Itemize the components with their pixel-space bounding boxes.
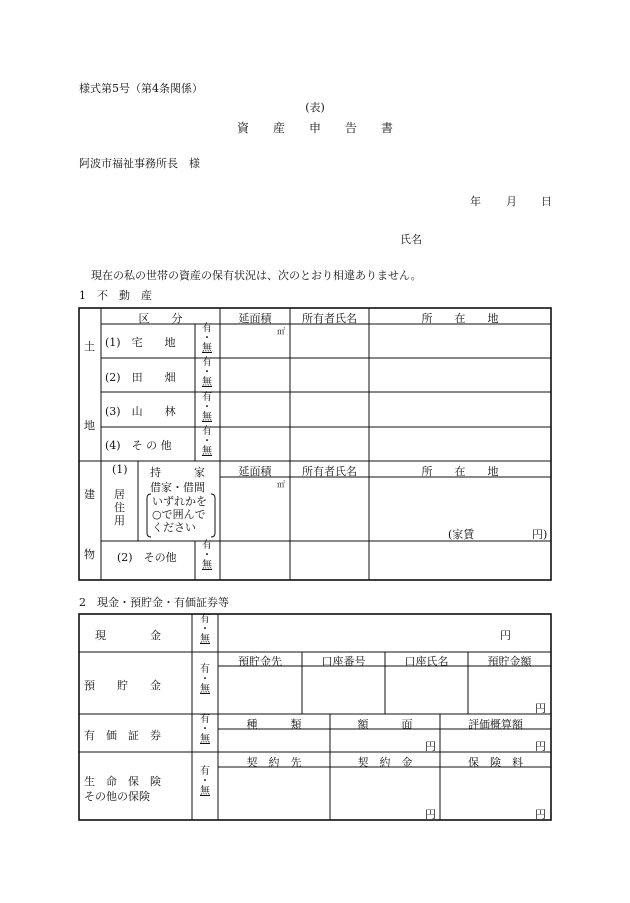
separator-dot: ・ <box>200 674 210 685</box>
face-value-yen-unit: 円 <box>425 740 436 753</box>
insurance-col-insurer: 契 約 先 <box>246 756 302 769</box>
col-header-floor-area: 延面積 <box>238 312 272 325</box>
life-insurance-label: 生 命 保 険 <box>84 775 161 788</box>
securities-label: 有 価 証 券 <box>84 729 161 742</box>
yes-label: 有 <box>202 392 212 403</box>
savings-col-bank: 預貯金先 <box>238 655 282 668</box>
separator-dot: ・ <box>202 333 212 344</box>
sqm-unit: ㎡ <box>277 480 285 489</box>
col-header-location: 所 在 地 <box>421 465 499 478</box>
declaration-statement: 現在の私の世帯の資産の保有状況は、次のとおり相違ありません。 <box>91 269 422 282</box>
savings-col-amount: 預貯金額 <box>487 655 532 668</box>
land-row-farmland: (2) 田 畑 <box>105 371 176 384</box>
no-label: 無 <box>202 560 212 571</box>
col-header-owner-name: 所有者氏名 <box>302 312 357 325</box>
separator-dot: ・ <box>202 367 212 378</box>
yes-no-choice[interactable] <box>197 393 217 423</box>
owned-house-option[interactable]: 持 家 <box>150 466 205 479</box>
yes-no-choice[interactable] <box>197 324 217 354</box>
insurance-col-contract-amount: 契 約 金 <box>357 756 413 769</box>
residence-vertical-label <box>114 488 125 527</box>
circle-choice-note <box>152 495 207 534</box>
yes-label: 有 <box>200 714 210 725</box>
section1-title: 1 不 動 産 <box>79 289 152 302</box>
no-label: 無 <box>200 684 210 695</box>
yes-no-choice[interactable] <box>195 715 215 745</box>
yes-no-choice[interactable] <box>195 665 215 695</box>
separator-dot: ・ <box>200 724 210 735</box>
land-label-char-2: 地 <box>84 419 95 432</box>
rented-house-option[interactable]: 借家・借間 <box>150 481 205 494</box>
date-month-label: 月 <box>506 195 517 208</box>
land-row-residential: (1) 宅 地 <box>105 336 176 349</box>
col-header-floor-area: 延面積 <box>238 465 272 478</box>
separator-dot: ・ <box>202 402 212 413</box>
separator-dot: ・ <box>200 776 210 787</box>
form-number: 様式第5号（第4条関係） <box>79 82 203 95</box>
securities-col-estimated-value: 評価概算額 <box>468 718 523 731</box>
date-year-label: 年 <box>470 195 481 208</box>
yes-label: 有 <box>200 766 210 777</box>
applicant-name-label: 氏名 <box>400 233 422 246</box>
addressee: 阿波市福祉事務所長 様 <box>79 157 200 170</box>
building-row-other: (2) その他 <box>117 551 177 564</box>
yes-label: 有 <box>202 426 212 437</box>
land-label-char-1: 土 <box>84 340 95 353</box>
savings-col-account-name: 口座氏名 <box>404 655 449 668</box>
premium-yen-unit: 円 <box>535 808 546 821</box>
separator-dot: ・ <box>202 436 212 447</box>
cash-label: 現 金 <box>95 629 161 642</box>
note-line: ください <box>152 521 196 534</box>
separator-dot: ・ <box>200 624 210 635</box>
building-label-char-2: 物 <box>84 548 95 561</box>
section2-title: 2 現金・預貯金・有価証券等 <box>79 596 229 609</box>
land-row-other: (4) そ の 他 <box>105 439 172 452</box>
no-label: 無 <box>200 734 210 745</box>
residence-char: 居 <box>114 488 125 501</box>
note-line: いずれかを <box>152 495 207 508</box>
cash-yen-unit: 円 <box>500 629 511 642</box>
yes-label: 有 <box>202 540 212 551</box>
yes-no-choice[interactable] <box>197 541 217 571</box>
residence-number: (1) <box>112 463 128 476</box>
sqm-unit: ㎡ <box>277 327 285 336</box>
document-title: 資 産 申 告 書 <box>236 121 393 135</box>
no-label: 無 <box>202 343 212 354</box>
building-label-char-1: 建 <box>84 488 95 501</box>
savings-label: 預 貯 金 <box>84 679 161 692</box>
front-side-label: (表) <box>305 101 325 114</box>
no-label: 無 <box>202 412 212 423</box>
separator-dot: ・ <box>202 550 212 561</box>
yes-label: 有 <box>200 614 210 625</box>
savings-col-account-number: 口座番号 <box>321 655 366 668</box>
no-label: 無 <box>202 446 212 457</box>
yes-no-choice[interactable] <box>197 358 217 388</box>
securities-col-face-value: 額 面 <box>357 718 413 731</box>
securities-col-type: 種 類 <box>246 718 302 731</box>
residence-char: 住 <box>114 501 125 514</box>
rent-label: (家賃 <box>448 528 475 541</box>
contract-amount-yen-unit: 円 <box>425 808 436 821</box>
col-header-location: 所 在 地 <box>421 312 499 325</box>
yes-label: 有 <box>200 664 210 675</box>
insurance-col-premium: 保 険 料 <box>468 756 523 769</box>
yes-no-choice[interactable] <box>195 615 215 645</box>
savings-yen-unit: 円 <box>535 702 546 715</box>
estimated-value-yen-unit: 円 <box>535 740 546 753</box>
residence-char: 用 <box>114 514 125 527</box>
no-label: 無 <box>202 377 212 388</box>
yes-label: 有 <box>202 357 212 368</box>
col-header-owner-name: 所有者氏名 <box>302 465 357 478</box>
no-label: 無 <box>200 634 210 645</box>
other-insurance-label: その他の保険 <box>84 790 150 803</box>
date-day-label: 日 <box>541 195 552 208</box>
col-header-category: 区 分 <box>138 312 183 325</box>
yes-no-choice[interactable] <box>195 767 215 797</box>
yes-no-choice[interactable] <box>197 427 217 457</box>
no-label: 無 <box>200 786 210 797</box>
yes-label: 有 <box>202 323 212 334</box>
rent-unit: 円) <box>532 528 548 541</box>
note-line: ○で囲んで <box>152 508 206 521</box>
land-row-forest: (3) 山 林 <box>105 405 176 418</box>
